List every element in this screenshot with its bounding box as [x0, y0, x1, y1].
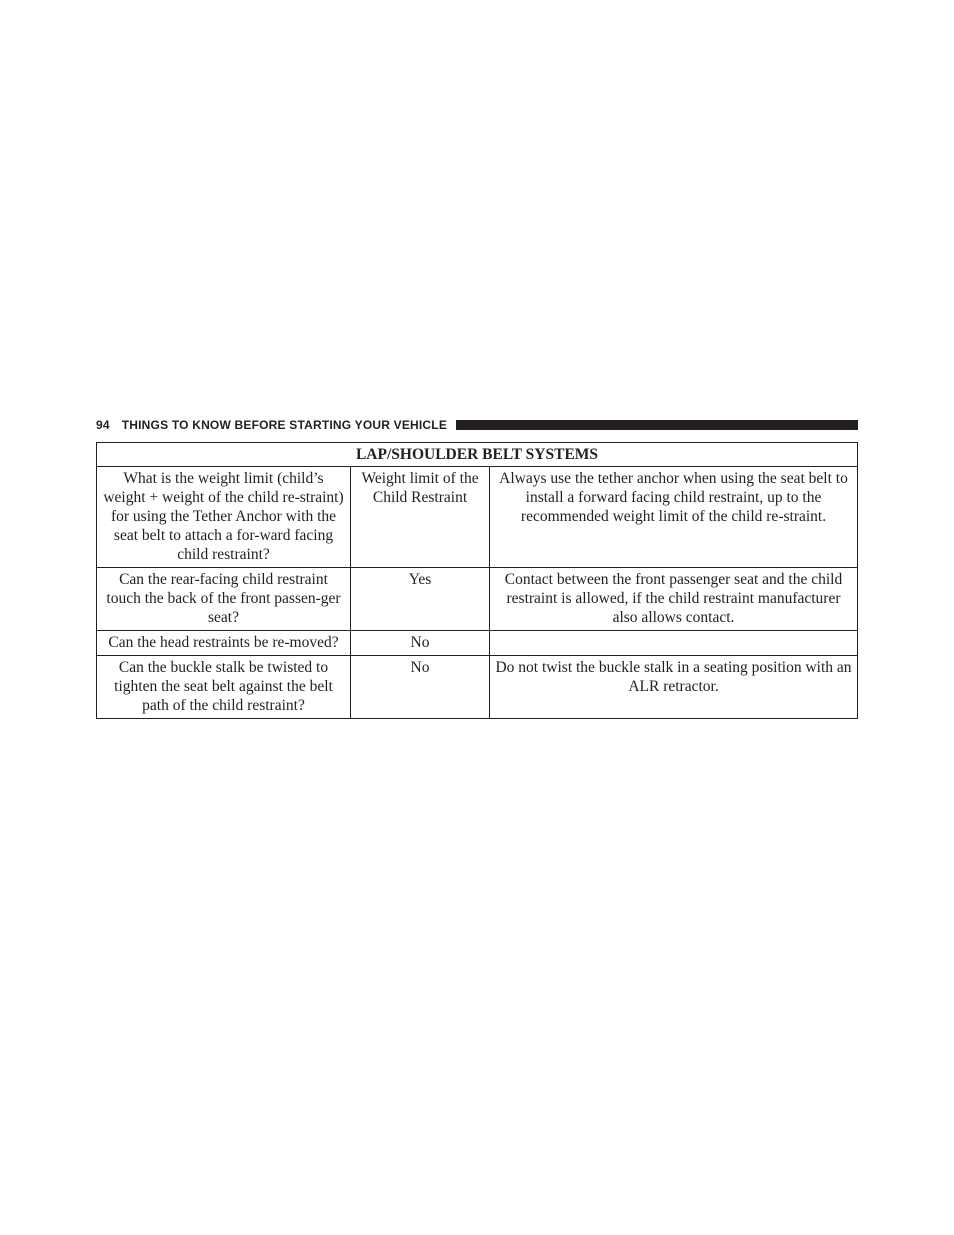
table-row	[97, 467, 858, 568]
answer-cell: Yes	[351, 568, 490, 631]
note-cell: Contact between the front passenger seat and the child restraint is allowed, if the child restraint manufacturer also allows contact.	[490, 568, 858, 631]
header-rule-bar	[456, 420, 858, 430]
table-row	[97, 631, 858, 656]
note-cell: Always use the tether anchor when using the seat belt to install a forward facing child restraint, up to the recommended weight limit of the child re-straint.	[490, 467, 858, 568]
answer-cell: No	[351, 631, 490, 656]
note-cell: Do not twist the buckle stalk in a seating position with an ALR retractor.	[490, 656, 858, 719]
table-title: LAP/SHOULDER BELT SYSTEMS	[97, 443, 858, 467]
lap-shoulder-belt-table	[96, 442, 858, 719]
answer-cell: Weight limit of the Child Restraint	[351, 467, 490, 568]
question-cell: Can the rear-facing child restraint touch the back of the front passen-ger seat?	[97, 568, 351, 631]
question-cell: What is the weight limit (child’s weight + weight of the child re-straint) for using the Tether Anchor with the seat belt to attach a for-ward facing child restraint?	[97, 467, 351, 568]
table-row	[97, 568, 858, 631]
table-row	[97, 656, 858, 719]
question-cell: Can the head restraints be re-moved?	[97, 631, 351, 656]
table-title-row	[97, 443, 858, 467]
note-cell	[490, 631, 858, 656]
page-number: 94	[96, 418, 110, 432]
page-header	[96, 417, 858, 433]
answer-cell: No	[351, 656, 490, 719]
question-cell: Can the buckle stalk be twisted to tighten the seat belt against the belt path of the child restraint?	[97, 656, 351, 719]
section-title: THINGS TO KNOW BEFORE STARTING YOUR VEHICLE	[121, 418, 448, 432]
